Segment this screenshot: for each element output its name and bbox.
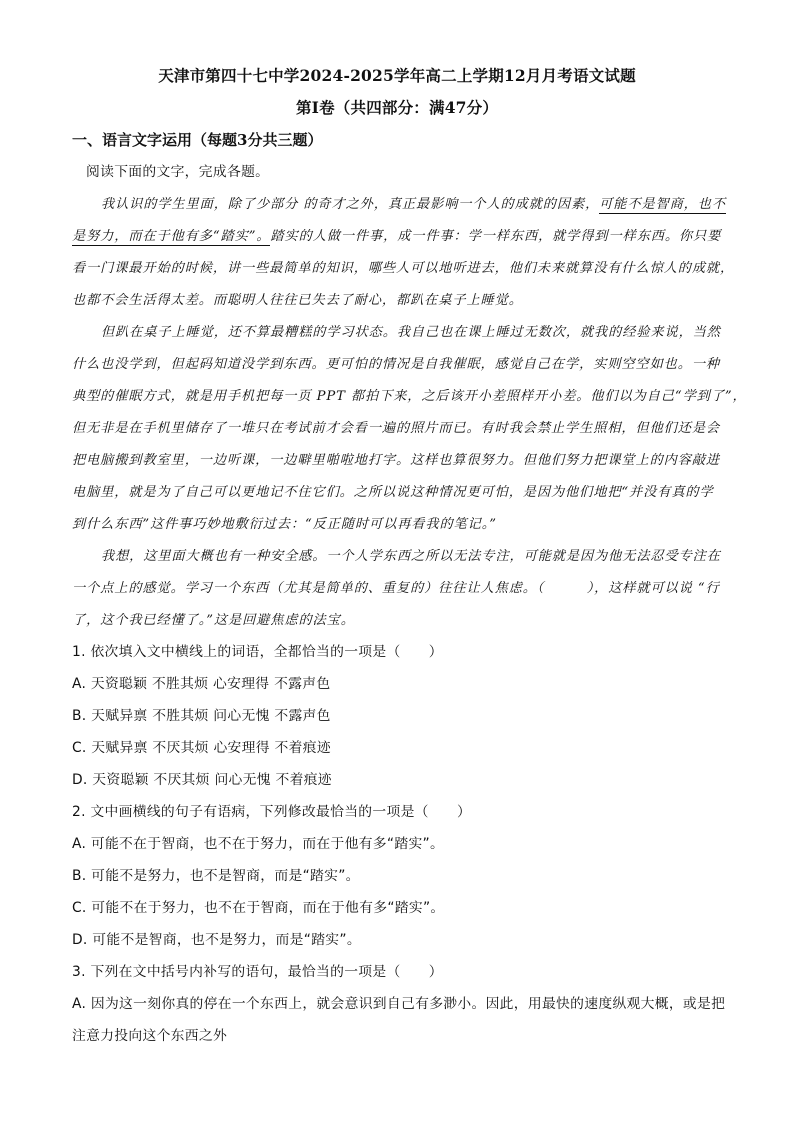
- answer-option: B. 可能不是努力，也不是智商，而是“踏实”。: [72, 868, 360, 884]
- answer-option: D. 天资聪颖 不厌其烦 问心无愧 不着痕迹: [72, 772, 332, 788]
- question-stem: 2. 文中画横线的句子有语病，下列修改最恰当的一项是（ ）: [72, 804, 472, 820]
- exam-title: 天津市第四十七中学2024-2025学年高二上学期12月月考语文试题: [158, 66, 636, 85]
- question-stem: 3. 下列在文中括号内补写的语句，最恰当的一项是（ ）: [72, 964, 443, 980]
- answer-option-continued: 注意力投向这个东西之外: [72, 1028, 228, 1044]
- passage-line: 我想，这里面大概也有一种安全感。一个人学东西之所以无法专注，可能就是因为他无法忍受专注在: [101, 549, 721, 564]
- passage-line: 一个点上的感觉。学习一个东西（尤其是简单的、重复的）往往让人焦虑。（ ），这样就可以说 “行: [72, 581, 720, 596]
- passage-line: 什么也没学到，但起码知道没学到东西。更可怕的情况是自我催眠，感觉自己在学，实则空空如也。一种: [72, 357, 721, 372]
- answer-option: D. 可能不是智商，也不是努力，而是“踏实”。: [72, 932, 361, 948]
- passage-line: 看一门课最开始的时候，讲一些最简单的知识，哪些人可以地听进去，他们未来就算没有什么惊人的成就，: [72, 261, 735, 276]
- passage-line: 把电脑搬到教室里，一边听课，一边噼里啪啦地打字。这样也算很努力。但他们努力把课堂上的内容敲进: [72, 453, 721, 468]
- passage-line: [101, 193, 726, 212]
- passage-line: [72, 225, 721, 244]
- answer-option: C. 天赋异禀 不厌其烦 心安理得 不着痕迹: [72, 740, 331, 756]
- underlined-sentence: 是努力，而在于他有多“踏实”。: [72, 229, 271, 244]
- passage-line: 典型的催眠方式，就是用手机把每一页 PPT 都拍下来，之后该开小差照样开小差。他们以为自己“学到了”，: [72, 389, 747, 404]
- passage-line: 了，这个我已经懂了。”这是回避焦虑的法宝。: [72, 613, 355, 628]
- question-stem: 1. 依次填入文中横线上的词语，全都恰当的一项是（ ）: [72, 644, 443, 660]
- passage-line: 但无非是在手机里储存了一堆只在考试前才会看一遍的照片而已。有时我会禁止学生照相，但他们还是会: [72, 421, 721, 436]
- passage-text: 踏实的人做一件事，成一件事：学一样东西，就学得到一样东西。你只要: [270, 229, 722, 244]
- passage-line: 但趴在桌子上睡觉，还不算最糟糕的学习状态。我自己也在课上睡过无数次，就我的经验来说，当然: [101, 325, 721, 340]
- section-heading: 一、语言文字运用（每题3分共三题）: [72, 131, 323, 149]
- passage-line: 电脑里，就是为了自己可以更地记不住它们。之所以说这种情况更可怕，是因为他们地把“并没有真的学: [72, 485, 714, 500]
- passage-text: 我认识的学生里面，除了少部分 的奇才之外，真正最影响一个人的成就的因素，: [101, 197, 600, 212]
- reading-instruction: 阅读下面的文字，完成各题。: [86, 164, 270, 180]
- passage-line: 到什么东西”这件事巧妙地敷衍过去：“反正随时可以再看我的笔记。”: [72, 517, 497, 532]
- answer-option: A. 天资聪颖 不胜其烦 心安理得 不露声色: [72, 676, 331, 692]
- exam-subtitle: 第Ⅰ卷（共四部分：满47分）: [295, 98, 499, 117]
- answer-option: B. 天赋异禀 不胜其烦 问心无愧 不露声色: [72, 708, 331, 724]
- passage-line: 也都不会生活得太差。而聪明人往往已失去了耐心，都趴在桌子上睡觉。: [72, 293, 523, 308]
- answer-option: A. 因为这一刻你真的停在一个东西上，就会意识到自己有多渺小。因此，用最快的速度纵观大概，或是把: [72, 996, 726, 1012]
- answer-option: A. 可能不在于智商，也不在于努力，而在于他有多“踏实”。: [72, 836, 445, 852]
- answer-option: C. 可能不在于努力，也不在于智商，而在于他有多“踏实”。: [72, 900, 445, 916]
- underlined-sentence: 可能不是智商，也不: [599, 197, 726, 212]
